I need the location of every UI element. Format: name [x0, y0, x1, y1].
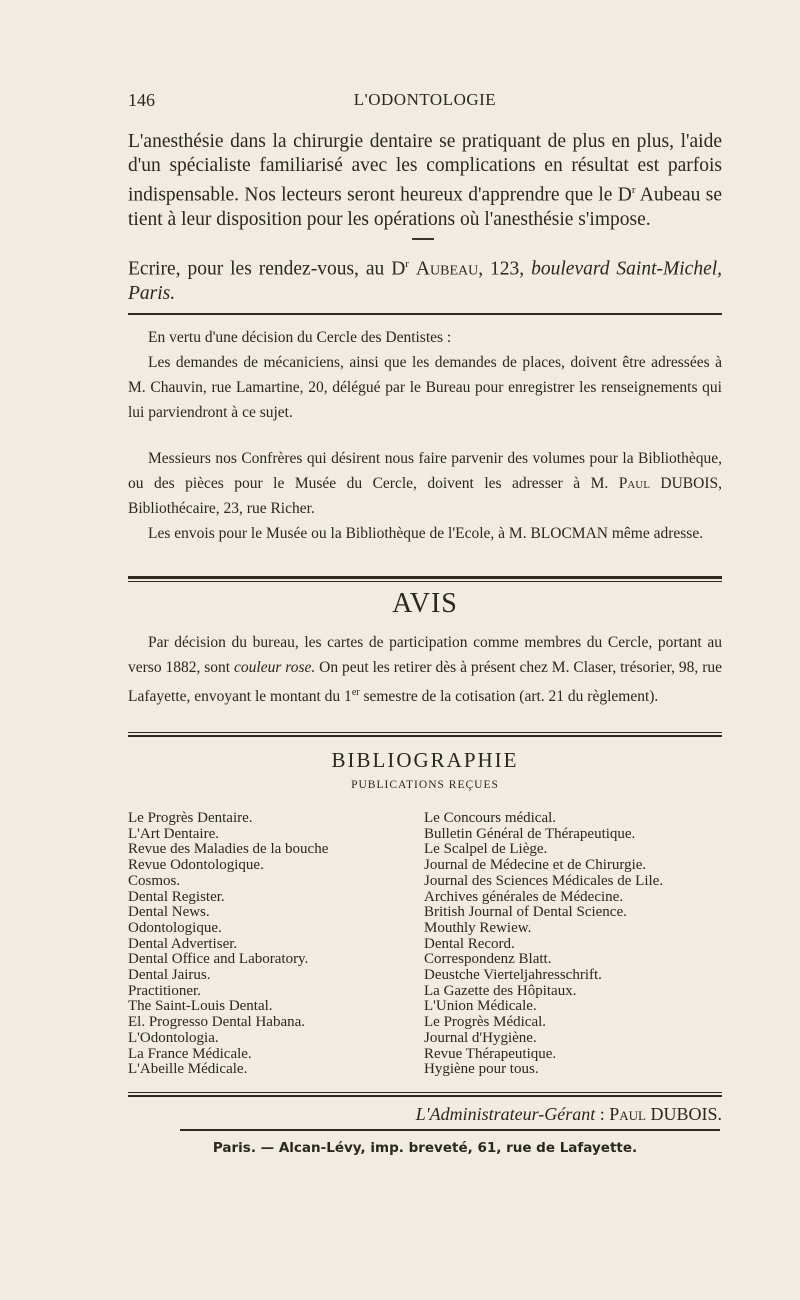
anesthesia-paragraph [128, 130, 722, 232]
avis-body-start: Par décision du bureau, les cartes de participation comme membres du Cercle, portant au verso 1882, sont [128, 634, 722, 676]
publication-item: Bulletin Général de Thérapeutique. [424, 825, 636, 842]
publication-item: Correspondenz Blatt. [424, 951, 552, 968]
cercle-body: Les demandes de mécaniciens, ainsi que les demandes de places, doivent être adressées à M. Chauvin, rue Lamartine, 20, délégué par le Bureau pour enregistrer les renseignements qui lui parviendront à ce sujet. [128, 354, 722, 421]
publication-item: Odontologique. [128, 919, 222, 936]
library-contact-first: Paul [618, 475, 650, 492]
publication-item: Le Progrès Médical. [424, 1014, 547, 1031]
contact-prefix: Ecrire, pour les rendez-vous, au D [128, 258, 406, 280]
divider-rule-avis-bottom [128, 735, 722, 737]
publication-item: Dental Jairus. [128, 967, 211, 984]
publication-item: Dental Office and Laboratory. [128, 951, 309, 968]
publication-item: Journal de Médecine et de Chirurgie. [424, 857, 647, 874]
publication-item: La Gazette des Hôpitaux. [424, 982, 577, 999]
publication-item: Journal des Sciences Médicales de Lile. [424, 872, 664, 889]
section-dash [412, 238, 434, 240]
running-title: L'ODONTOLOGIE [353, 90, 497, 109]
avis-title: AVIS [392, 588, 458, 619]
publication-item: Hygiène pour tous. [424, 1061, 539, 1078]
contact-dr-superscript: r [405, 258, 409, 270]
publication-item: Revue Thérapeutique. [424, 1045, 557, 1062]
bibliographie-title: BIBLIOGRAPHIE [331, 748, 519, 772]
library-second: Les envois pour le Musée ou la Bibliothèque de l'Ecole, à M. BLOCMAN même adresse. [148, 525, 704, 542]
publication-item: L'Abeille Médicale. [128, 1061, 248, 1078]
publications-right-column [424, 811, 724, 1078]
avis-body-end: semestre de la cotisation (art. 21 du règlement). [359, 688, 659, 706]
dr-superscript: r [631, 184, 636, 196]
library-body [128, 446, 722, 521]
publication-item: El. Progresso Dental Habana. [128, 1014, 306, 1031]
publication-item: Mouthly Rewiew. [424, 919, 532, 936]
contact-number: , 123, [478, 258, 532, 280]
avis-paragraph [128, 630, 722, 709]
publication-item: Practitioner. [128, 982, 201, 999]
publication-item: Revue des Maladies de la bouche [128, 841, 329, 858]
publication-item: Dental Advertiser. [128, 935, 238, 952]
anesthesia-text: L'anesthésie dans la chirurgie dentaire se pratiquant de plus en plus, l'aide d'un spécialiste familiarisé avec les complications en résultat est parfois indispensable. Nos lecteurs seront heureux d'apprendre que le D [128, 131, 722, 206]
administrator-signature [128, 1104, 722, 1125]
publication-item: Deustche Vierteljahresschrift. [424, 967, 602, 984]
signature-role: L'Administrateur-Gérant [415, 1104, 596, 1124]
divider-rule [128, 313, 722, 315]
publication-item: L'Art Dentaire. [128, 825, 219, 842]
publication-item: Le Scalpel de Liège. [424, 841, 548, 858]
avis-superscript: er [351, 687, 360, 698]
library-body-start: Messieurs nos Confrères qui désirent nous faire parvenir des volumes pour la Bibliothèque, ou des pièces pour le Musée du Cercle, doivent les adresser à M. [128, 450, 722, 492]
signature-last: DUBOIS. [645, 1104, 722, 1124]
avis-body [128, 630, 722, 709]
contact-name: Aubeau [415, 258, 479, 280]
cercle-intro: En vertu d'une décision du Cercle des Dentistes : [148, 329, 452, 346]
publication-item: Le Progrès Dentaire. [128, 810, 253, 826]
signature-sep: : [595, 1104, 610, 1124]
page-header [128, 90, 722, 114]
divider-rule-avis-top [128, 732, 722, 733]
contact-paragraph [128, 252, 722, 306]
contact-address: boulevard Saint-Michel, Paris. [128, 258, 723, 304]
divider-rule-double-bottom [128, 581, 722, 582]
publication-item: L'Odontologia. [128, 1029, 219, 1046]
avis-body-mid: On peut les retirer dès à présent chez M. Claser, trésorier, 98, rue Lafayette, envoyant le montant du 1 [128, 659, 722, 706]
divider-rule-footer-bottom [128, 1095, 722, 1097]
publications-left-column [128, 811, 418, 1078]
publication-item: Dental Register. [128, 888, 225, 905]
publication-item: Cosmos. [128, 872, 181, 889]
publication-item: Journal d'Hygiène. [424, 1029, 537, 1046]
avis-emphasis: couleur rose. [234, 659, 316, 676]
library-body-end: DUBOIS, Bibliothécaire, 23, rue Richer. [128, 475, 722, 517]
publication-item: La France Médicale. [128, 1045, 252, 1062]
anesthesia-text-end: Aubeau se tient à leur disposition pour les opérations où l'anesthésie s'impose. [128, 184, 723, 230]
publication-item: Revue Odontologique. [128, 857, 264, 874]
signature-first: Paul [609, 1104, 646, 1124]
library-notice [128, 446, 722, 546]
divider-rule-printer [180, 1129, 720, 1131]
divider-rule-footer-top [128, 1092, 722, 1093]
publication-item: Archives générales de Médecine. [424, 888, 624, 905]
divider-rule-double-top [128, 576, 722, 579]
printer-imprint: Paris. — Alcan-Lévy, imp. breveté, 61, rue de Lafayette. [212, 1140, 638, 1156]
publication-item: Dental News. [128, 904, 210, 921]
publication-item: L'Union Médicale. [424, 998, 537, 1015]
publication-item: Dental Record. [424, 935, 515, 952]
page-number: 146 [128, 90, 155, 110]
publication-item: Le Concours médical. [424, 810, 557, 826]
publication-item: British Journal of Dental Science. [424, 904, 627, 921]
cercle-notice [128, 325, 722, 425]
publication-item: The Saint-Louis Dental. [128, 998, 273, 1015]
bibliographie-subtitle: PUBLICATIONS REÇUES [351, 779, 499, 791]
